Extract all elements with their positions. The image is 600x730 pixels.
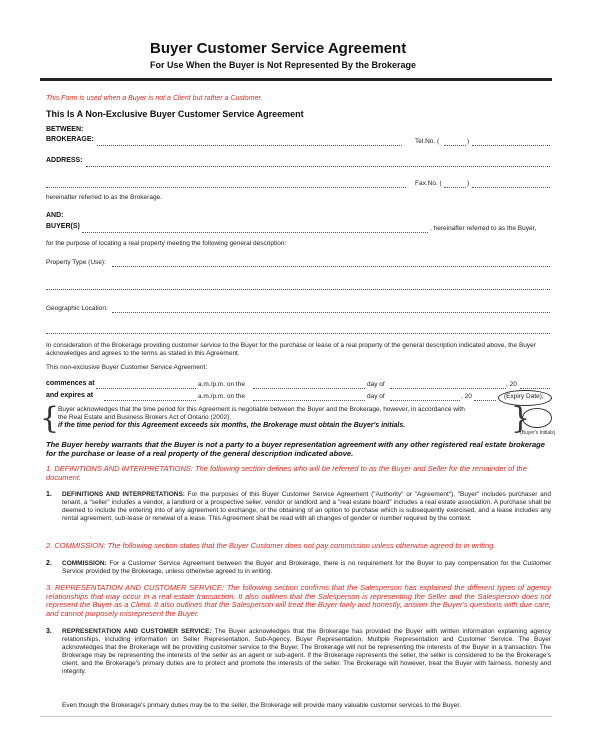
hereinafter-brokerage: hereinafter referred to as the Brokerage.	[46, 194, 162, 201]
commences-label: commences at	[46, 380, 95, 387]
section-3-note: 3. REPRESENTATION AND CUSTOMER SERVICE: The following section confirms that the Salesperson has explained the different types of agency relationships that may occur in a real estate transaction. It also outlines that the Salesperson is representing the Seller and the Salesperson does not represent the Buyer as a Client. It also outlines that the Salesperson will treat the Buyer fairly and honestly, answer the Buyer's questions with due care, and cannot purposely misrepresent the Buyer.	[46, 583, 551, 618]
property-type-field-2[interactable]	[46, 289, 550, 290]
commences-ampm: a.m./p.m. on the	[198, 381, 245, 388]
document-title: Buyer Customer Service Agreement	[150, 40, 407, 57]
initials-label: (Buyer's Initials)	[520, 430, 556, 436]
commences-year-field[interactable]	[520, 388, 550, 389]
warrant-text: The Buyer hereby warrants that the Buyer is not a party to a buyer representation agreement with any other registered real estate brokerage for the purchase or lease of a real property of the general description indicated above.	[46, 440, 545, 458]
tel-number-field[interactable]	[472, 145, 550, 146]
term-line: This non-exclusive Buyer Customer Service Agreement:	[46, 364, 208, 371]
expires-year-field[interactable]	[474, 400, 496, 401]
section-3-text: The Buyer acknowledges that the Brokerage has provided the Buyer with written information explaining agency relationships, including information on Seller Representation, Sub-Agency, Buyer Representation, Multiple Representation and Customer Service. The Buyer acknowledges that the Brokerage will be providing customer service to the Buyer. The Brokerage will not be representing the interests of the Buyer in a transaction. The Brokerage may be representing the interests of the seller as an agent or sub-agent. If the Brokerage represents the seller, the seller is considered to be the Brokerage's client, and the Brokerage's primary duties are to protect and promote the interests of the seller. The Brokerage will however, treat the Buyer with fairness, honesty and integrity.	[62, 628, 551, 675]
commences-dayof: day of	[367, 381, 385, 388]
expires-month-field[interactable]	[390, 400, 460, 401]
ack-text-1: Buyer acknowledges that the time period for this Agreement is negotiable between the Buyer and the Brokerage, however, in accordance with	[58, 406, 465, 413]
fax-area-field[interactable]	[444, 187, 466, 188]
section-2-head: COMMISSION:	[62, 560, 107, 567]
section-2-body	[62, 560, 551, 576]
brokerage-field[interactable]	[97, 145, 402, 146]
section-3-extra: Even though the Brokerage's primary duties may be to the seller, the Brokerage will provide many valuable customer services to the Buyer.	[62, 702, 462, 709]
expiry-date-label: (Expiry Date),	[504, 393, 544, 400]
initials-oval[interactable]	[522, 408, 552, 428]
red-usage-note: This Form is used when a Buyer is not a Client but rather a Customer.	[46, 95, 263, 102]
property-type-label: Property Type (Use):	[46, 259, 106, 266]
fax-number-field[interactable]	[472, 187, 550, 188]
left-brace-icon: {	[40, 401, 60, 436]
geographic-field-2[interactable]	[46, 333, 550, 334]
geographic-label: Geographic Location:	[46, 305, 108, 312]
section-3-head: REPRESENTATION AND CUSTOMER SERVICE:	[62, 628, 212, 635]
commences-year: , 20	[506, 381, 517, 388]
hereinafter-buyer: , hereinafter referred to as the Buyer,	[430, 225, 537, 232]
consideration-text: In consideration of the Brokerage providing customer service to the Buyer for the purchase or lease of a real property of the general description indicated above, the Buyer acknowledges and agrees to the terms as stated in this Agreement.	[46, 342, 536, 357]
faxno-label: Fax.No. (	[415, 180, 442, 187]
faxno-close: )	[467, 180, 470, 187]
expires-year: , 20	[461, 393, 472, 400]
expires-day-field[interactable]	[253, 400, 365, 401]
tel-area-field[interactable]	[444, 145, 466, 146]
buyers-field[interactable]	[82, 232, 428, 233]
brokerage-label: BROKERAGE:	[46, 136, 94, 143]
commences-time-field[interactable]	[96, 388, 196, 389]
section-2-num: 2.	[46, 560, 52, 567]
expires-ampm: a.m./p.m. on the	[198, 393, 245, 400]
section-1-num: 1.	[46, 491, 52, 498]
section-1-text: For the purposes of this Buyer Customer Service Agreement ("Authority" or "Agreement"), "Buyer" includes purchaser and tenant, a "seller" includes a vendor, a landlord or a prospective seller, vendor or landlord and a "real estate board" includes a real estate association. A purchase shall be deemed to include the entering into of any agreement to exchange, or the obtaining of an option to purchase which is subsequently exercised, and a lease includes any rental agreement, sub-lease or renewal of a lease. This Agreement shall be read with all changes of gender or number required by the context.	[62, 491, 551, 522]
expires-dayof: day of	[367, 393, 385, 400]
purpose-text: for the purpose of locating a real property meeting the following general description:	[46, 240, 287, 247]
address-label: ADDRESS:	[46, 157, 83, 164]
expires-time-field[interactable]	[104, 400, 196, 401]
agreement-heading: This Is A Non-Exclusive Buyer Customer Service Agreement	[46, 109, 304, 119]
commences-day-field[interactable]	[253, 388, 365, 389]
bottom-rule	[40, 716, 552, 717]
section-3-body	[62, 628, 551, 676]
right-brace-icon: }	[511, 401, 531, 436]
commences-month-field[interactable]	[390, 388, 506, 389]
section-1-note: 1. DEFINITIONS AND INTERPRETATIONS: The following section defines who will be referred to as the Buyer and Seller for the remainder of the document.	[46, 464, 527, 482]
ack-text-2: the Real Estate and Business Brokers Act of Ontario (2002),	[58, 414, 232, 421]
expires-label: and expires at	[46, 392, 94, 399]
property-type-field[interactable]	[112, 266, 550, 267]
address-field-1[interactable]	[86, 166, 550, 167]
telno-label: Tel.No. (	[415, 138, 440, 145]
section-3-num: 3.	[46, 628, 52, 635]
address-field-2[interactable]	[46, 187, 406, 188]
document-subtitle: For Use When the Buyer is Not Represented By the Brokerage	[150, 60, 417, 70]
section-2-text: For a Customer Service Agreement between the Buyer and Brokerage, there is no requirement for the Buyer to pay compensation for the Customer Service provided by the Brokerage, unless otherwise agreed to in writing.	[62, 560, 551, 575]
between-label: BETWEEN:	[46, 126, 84, 133]
geographic-field[interactable]	[112, 312, 550, 313]
section-1-head: DEFINITIONS AND INTERPRETATIONS:	[62, 491, 185, 498]
section-2-note: 2. COMMISSION: The following section states that the Buyer Customer does not pay commission unless otherwise agreed to in writing.	[46, 541, 496, 550]
telno-close: )	[467, 138, 470, 145]
buyers-label: BUYER(S)	[46, 223, 80, 230]
and-label: AND:	[46, 212, 64, 219]
title-rule	[40, 78, 552, 81]
ack-bold: if the time period for this Agreement exceeds six months, the Brokerage must obtain the Buyer's initials.	[58, 422, 406, 429]
section-1-body	[62, 491, 551, 523]
